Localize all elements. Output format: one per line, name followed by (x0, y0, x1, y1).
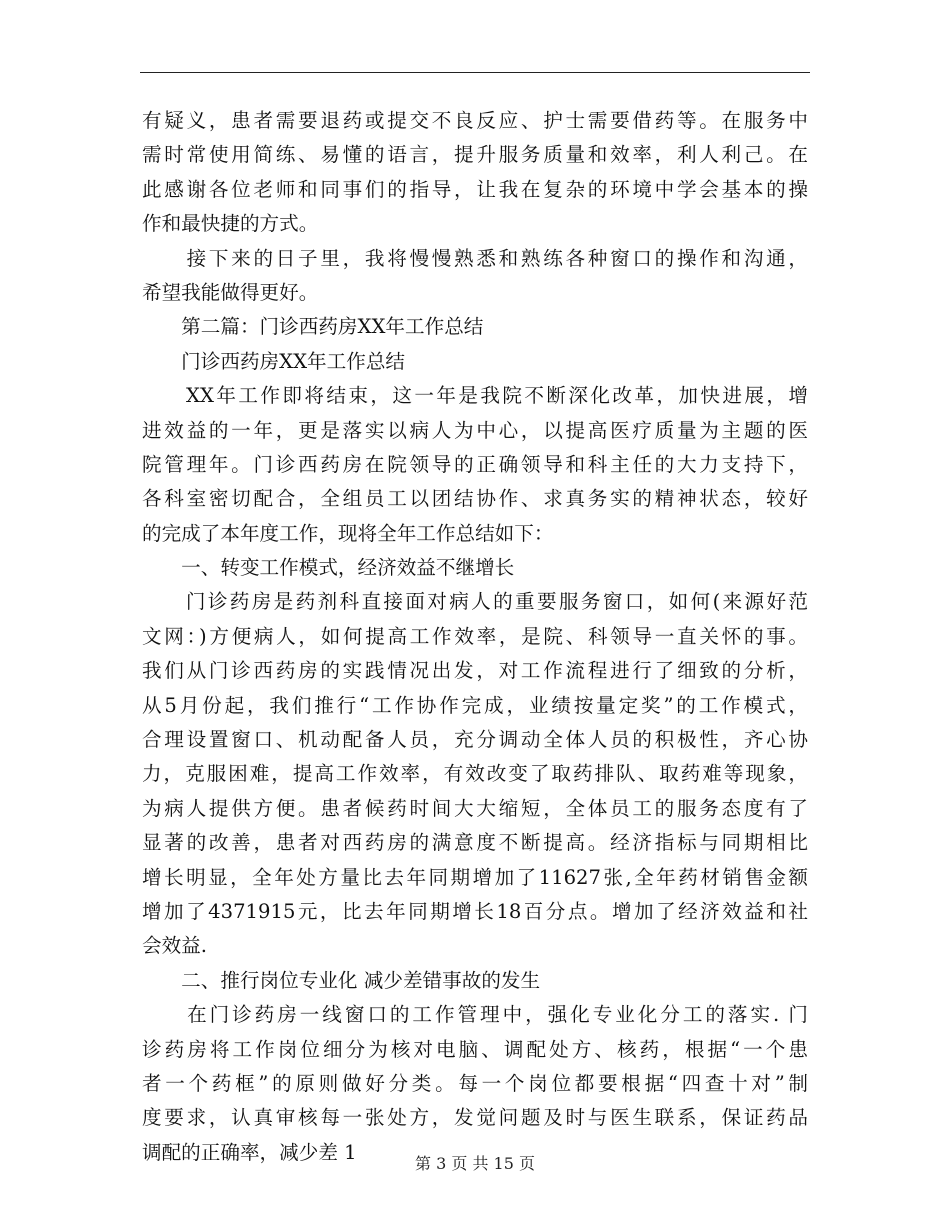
text-line: 在门诊药房一线窗口的工作管理中，强化专业化分工的落实. 门 (142, 1003, 808, 1027)
text-line: 合理设置窗口、机动配备人员，充分调动全体人员的积极性，齐心协 (142, 728, 808, 752)
text-line: 各科室密切配合，全组员工以团结协作、求真务实的精神状态，较好 (142, 487, 808, 511)
text-line: 会效益. (142, 934, 208, 958)
section-heading: 第二篇：门诊西药房XX年工作总结 (142, 315, 484, 339)
text-line: 诊药房将工作岗位细分为核对电脑、调配处方、核药，根据“一个患 (142, 1037, 808, 1061)
text-line: 门诊药房是药剂科直接面对病人的重要服务窗口，如何(来源好范 (142, 590, 808, 614)
text-line: 调配的正确率，减少差 1 (142, 1140, 357, 1164)
text-line: 此感谢各位老师和同事们的指导，让我在复杂的环境中学会基本的操 (142, 177, 808, 201)
text-line: 进效益的一年，更是落实以病人为中心，以提高医疗质量为主题的医 (142, 418, 808, 442)
text-line: 为病人提供方便。患者候药时间大大缩短，全体员工的服务态度有了 (142, 796, 808, 820)
text-line: 从5月份起，我们推行“工作协作完成，业绩按量定奖”的工作模式， (142, 693, 808, 717)
header-rule (140, 72, 810, 73)
text-line: 显著的改善，患者对西药房的满意度不断提高。经济指标与同期相比 (142, 831, 808, 855)
document-body (142, 104, 808, 1170)
section-heading: 门诊西药房XX年工作总结 (142, 349, 406, 373)
section-heading: 一、转变工作模式，经济效益不继增长 (142, 556, 515, 580)
text-line: 的完成了本年度工作，现将全年工作总结如下： (142, 521, 554, 545)
section-heading: 二、推行岗位专业化 减少差错事故的发生 (142, 968, 541, 992)
text-line: XX年工作即将结束，这一年是我院不断深化改革，加快进展，增 (142, 384, 808, 408)
page-number: 第 3 页 共 15 页 (415, 1154, 535, 1173)
text-line: 我们从门诊西药房的实践情况出发，对工作流程进行了细致的分析， (142, 659, 808, 683)
text-line: 有疑义，患者需要退药或提交不良反应、护士需要借药等。在服务中 (142, 109, 808, 132)
text-line: 需时常使用简练、易懂的语言，提升服务质量和效率，利人利己。在 (142, 143, 808, 167)
text-line: 度要求，认真审核每一张处方，发觉问题及时与医生联系，保证药品 (142, 1106, 808, 1130)
text-line: 院管理年。门诊西药房在院领导的正确领导和科主任的大力支持下， (142, 452, 808, 476)
text-line: 希望我能做得更好。 (142, 280, 319, 304)
text-line: 增加了4371915元，比去年同期增长18百分点。增加了经济效益和社 (142, 899, 808, 923)
text-line: 文网：)方便病人，如何提高工作效率，是院、科领导一直关怀的事。 (142, 624, 808, 648)
text-line: 增长明显，全年处方量比去年同期增加了11627张,全年药材销售金额 (142, 865, 808, 889)
text-line: 力，克服困难，提高工作效率，有效改变了取药排队、取药难等现象， (142, 762, 808, 786)
text-line: 接下来的日子里，我将慢慢熟悉和熟练各种窗口的操作和沟通， (142, 246, 808, 270)
text-line: 者一个药框”的原则做好分类。每一个岗位都要根据“四查十对”制 (142, 1071, 808, 1095)
text-line: 作和最快捷的方式。 (142, 212, 319, 236)
